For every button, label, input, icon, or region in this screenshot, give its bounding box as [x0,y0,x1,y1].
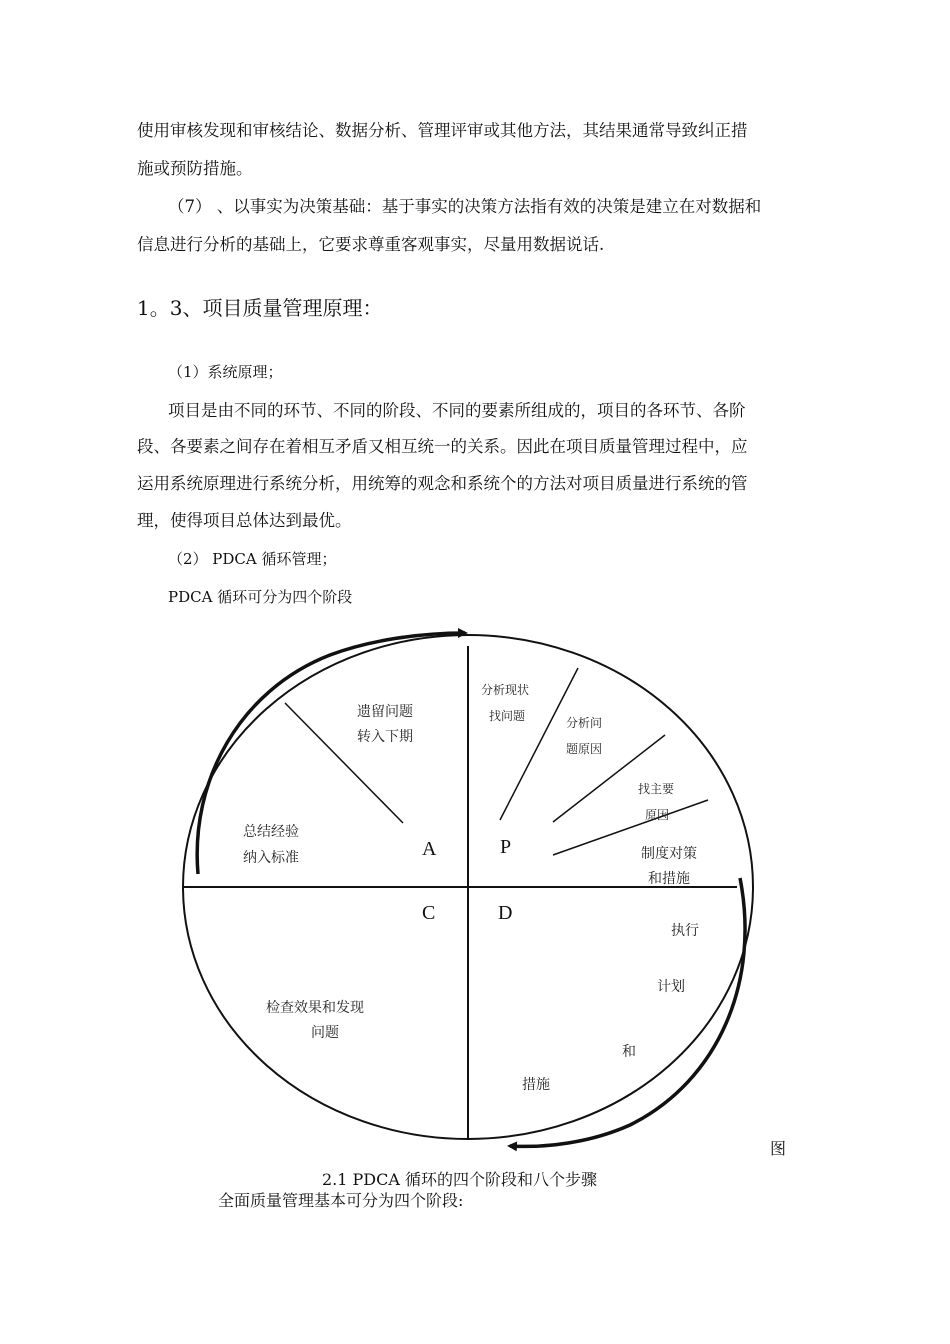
step-label: 制度对策 [641,846,697,862]
phase-letter-d: D [498,902,513,924]
step-label: 问题 [311,1025,339,1041]
step-divider-line [285,703,403,823]
step-label: 计划 [657,979,685,995]
paragraph-line: 使用审核发现和审核结论、数据分析、管理评审或其他方法，其结果通常导致纠正措 [137,121,748,140]
step-label: 检查效果和发现 [266,1000,364,1016]
figure-caption-prefix: 图 [770,1139,787,1158]
step-label: 原因 [645,808,670,822]
item-title: （2） PDCA 循环管理； [168,550,337,568]
figure-caption: 2.1 PDCA 循环的四个阶段和八个步骤 [322,1170,598,1189]
item-title: （1）系统原理； [168,363,283,381]
step-label: 执行 [671,923,699,939]
paragraph-line: 施或预防措施。 [137,159,253,178]
paragraph-line: 理，使得项目总体达到最优。 [137,511,352,530]
step-label: 纳入标准 [243,850,299,866]
phase-letter-p: P [500,836,512,858]
step-label: 分析现状 [481,683,530,697]
step-label: 遗留问题 [357,704,413,720]
step-label: 和 [622,1044,636,1060]
paragraph-line: 运用系统原理进行系统分析，用统筹的观念和系统个的方法对项目质量进行系统的管 [137,474,748,493]
step-label: 和措施 [648,871,690,887]
phase-letter-c: C [422,902,436,924]
step-label: 分析问 [566,716,603,730]
section-heading: 1。3、项目质量管理原理： [137,296,383,320]
closing-line: 全面质量管理基本可分为四个阶段: [218,1191,464,1210]
phase-letter-a: A [422,838,437,860]
step-label: 题原因 [566,742,603,756]
paragraph-line: （7） 、以事实为决策基础：基于事实的决策方法指有效的决策是建立在对数据和 [168,197,762,216]
step-label: 总结经验 [243,824,299,840]
step-label: 转入下期 [357,729,413,745]
paragraph-line: 项目是由不同的环节、不同的阶段、不同的要素所组成的，项目的各环节、各阶 [168,401,746,420]
paragraph-line: 段、各要素之间存在着相互矛盾又相互统一的关系。因此在项目质量管理过程中，应 [137,437,748,456]
step-label: 找问题 [489,709,526,723]
step-label: 措施 [522,1077,550,1093]
cycle-arrow-bottom [510,878,745,1146]
step-label: 找主要 [638,782,675,796]
paragraph-line: 信息进行分析的基础上，它要求尊重客观事实，尽量用数据说话. [137,235,605,254]
paragraph-line: PDCA 循环可分为四个阶段 [168,588,353,606]
